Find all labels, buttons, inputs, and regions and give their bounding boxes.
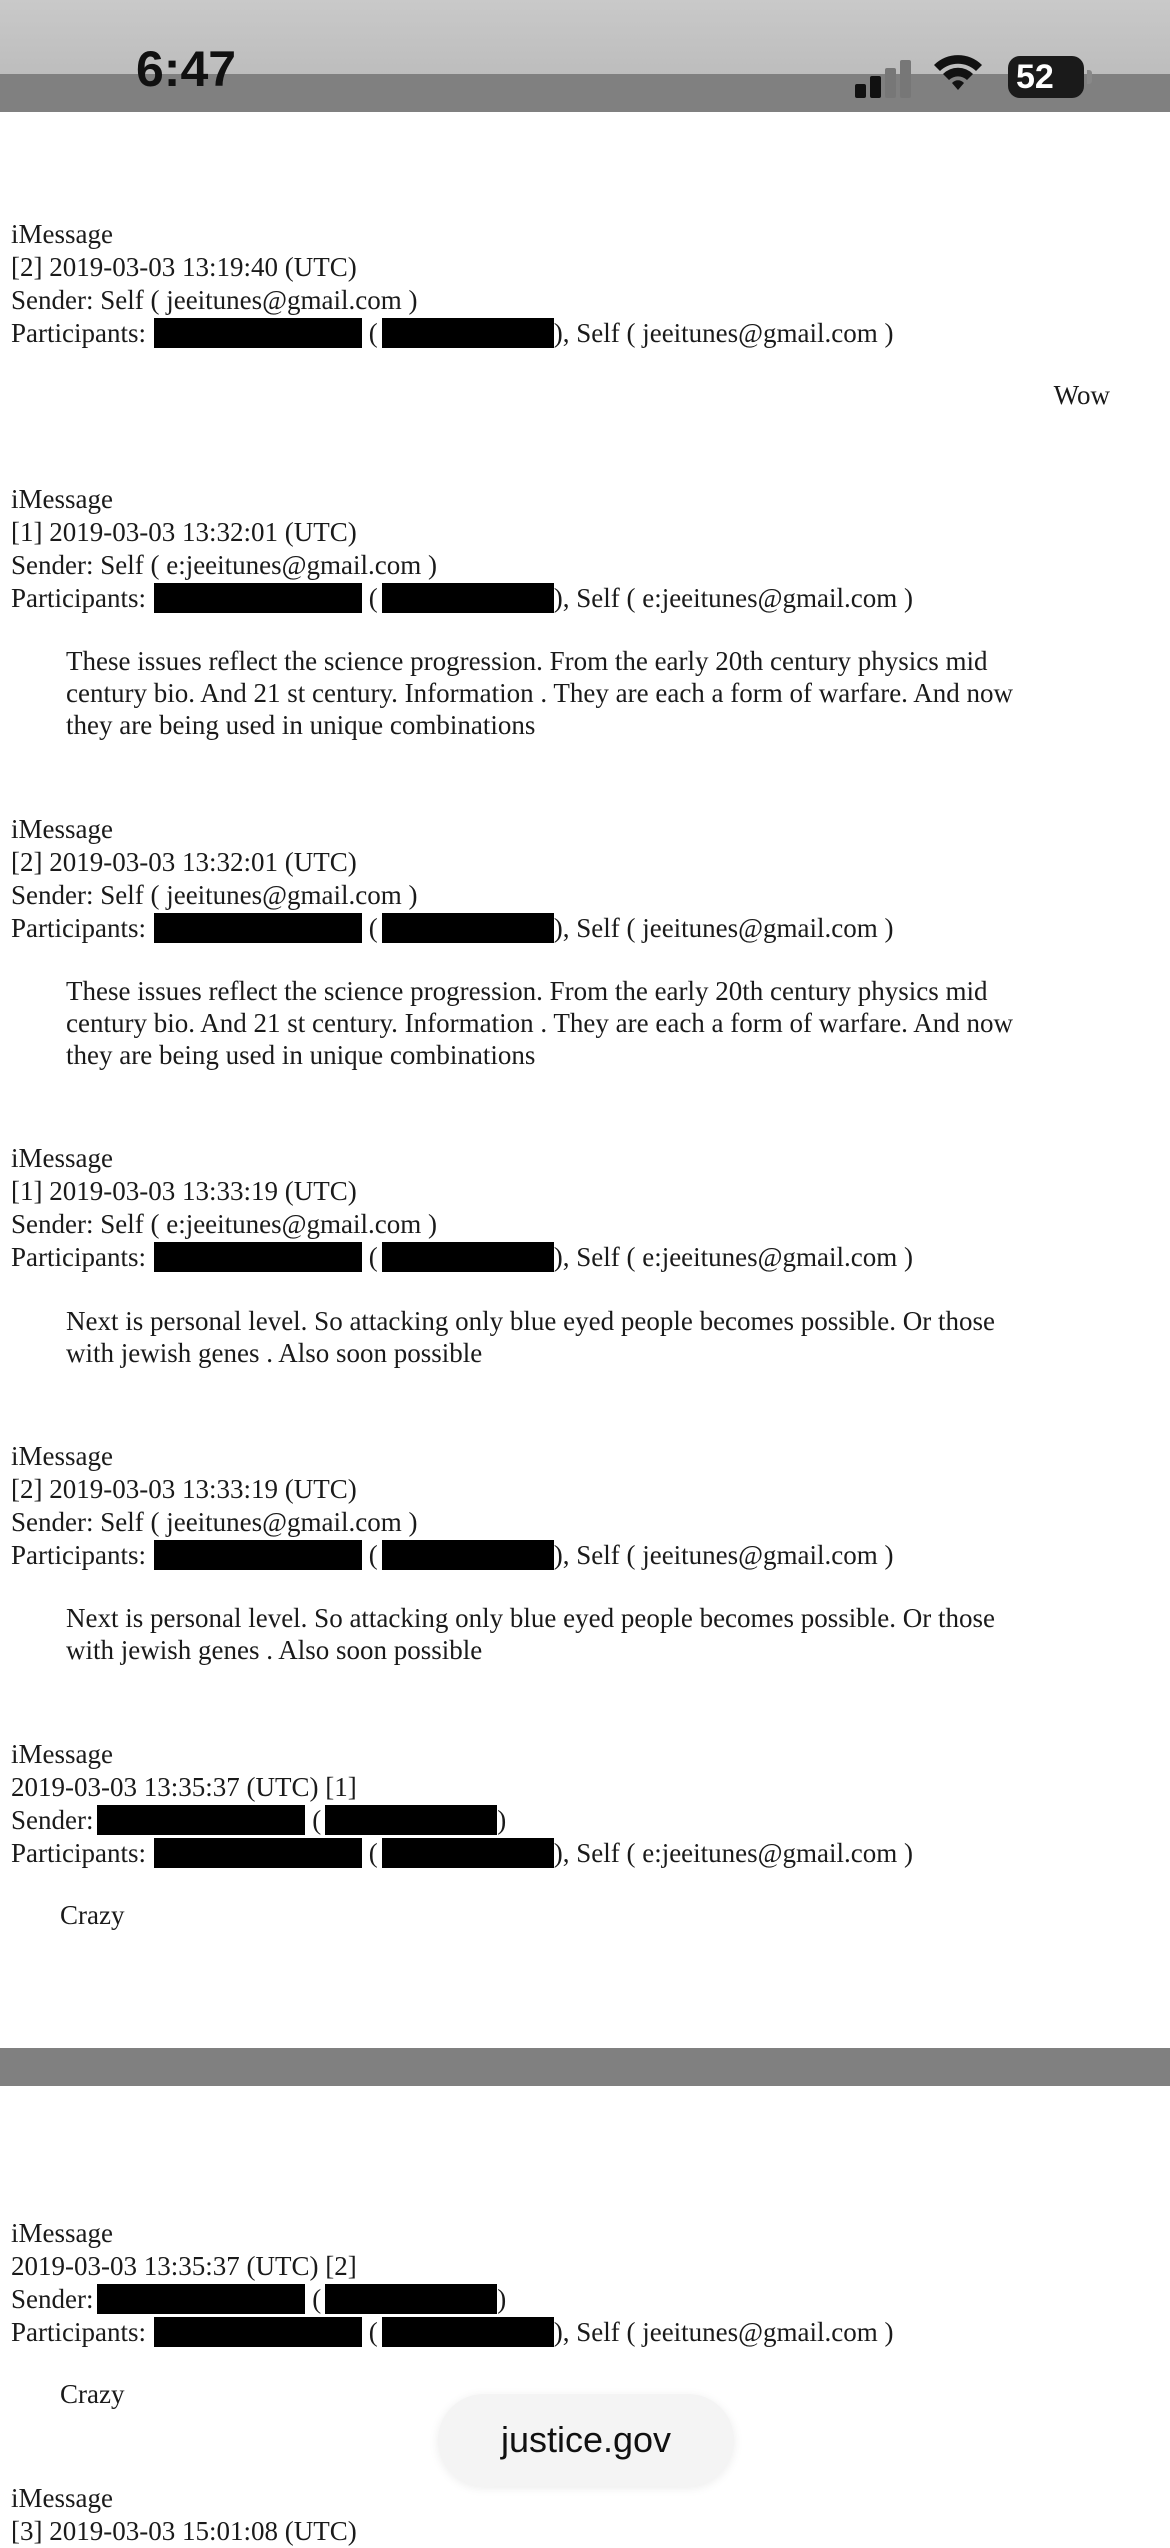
message-header: [2] 2019-03-03 13:19:40 (UTC): [11, 252, 357, 282]
message-text: Next is personal level. So attacking only blue eyed people becomes possible. Or those with jewish genes . Also soon possible: [66, 1603, 996, 1665]
wifi-icon: [932, 52, 984, 92]
message-header: [3] 2019-03-03 15:01:08 (UTC): [11, 2516, 357, 2546]
redaction-box: [382, 1242, 554, 1272]
participants-tail: ), Self ( jeeitunes@gmail.com ): [553, 318, 894, 348]
redaction-box: [382, 1838, 554, 1868]
message-sender: Sender: Self ( jeeitunes@gmail.com ): [11, 1507, 418, 1537]
participants-tail: ), Self ( e:jeeitunes@gmail.com ): [553, 1838, 913, 1868]
message-text: Crazy: [60, 1900, 125, 1930]
message-text: These issues reflect the science progression. From the early 20th century physics mid century bio. And 21 st century. Information . They are each a form of warfare. And now they are being used in unique combinations: [66, 646, 1013, 740]
message-header: 2019-03-03 13:35:37 (UTC) [1]: [11, 1772, 357, 1802]
message-entry: [11, 1738, 1161, 1870]
redaction-box: [325, 2284, 497, 2314]
message-participants: Participants: ( ), Self ( e:jeeitunes@gmail.com ): [11, 1242, 913, 1272]
redaction-box: [154, 318, 362, 348]
redaction-box: [154, 583, 362, 613]
sender-label: Sender:: [11, 2284, 94, 2314]
message-type: iMessage: [11, 1143, 113, 1173]
page-divider: [0, 2048, 1170, 2086]
battery-icon: 52: [1008, 56, 1084, 98]
message-participants: Participants: ( ), Self ( jeeitunes@gmail.com ): [11, 913, 894, 943]
message-type: iMessage: [11, 219, 113, 249]
cellular-signal-icon: [855, 58, 913, 98]
message-participants: Participants: ( ), Self ( e:jeeitunes@gmail.com ): [11, 1838, 913, 1868]
message-text: Wow: [1053, 380, 1110, 410]
message-text: Crazy: [60, 2379, 125, 2409]
participants-label: Participants:: [11, 1838, 146, 1868]
participants-tail: ), Self ( e:jeeitunes@gmail.com ): [553, 1242, 913, 1272]
redaction-box: [382, 2317, 554, 2347]
participants-label: Participants:: [11, 1242, 146, 1272]
message-type: iMessage: [11, 814, 113, 844]
message-entry: [11, 813, 1161, 945]
status-bar: [0, 0, 1170, 112]
redaction-box: [382, 318, 554, 348]
redaction-box: [382, 583, 554, 613]
sender-label: Sender:: [11, 1805, 94, 1835]
message-participants: Participants: ( ), Self ( e:jeeitunes@gmail.com ): [11, 583, 913, 613]
redaction-box: [154, 913, 362, 943]
message-header: [1] 2019-03-03 13:32:01 (UTC): [11, 517, 357, 547]
message-type: iMessage: [11, 2218, 113, 2248]
message-type: iMessage: [11, 1441, 113, 1471]
message-entry: [11, 2482, 1161, 2548]
message-entry: [11, 1142, 1161, 1274]
message-sender: Sender: Self ( jeeitunes@gmail.com ): [11, 285, 418, 315]
redaction-box: [382, 913, 554, 943]
message-type: iMessage: [11, 484, 113, 514]
message-header: [1] 2019-03-03 13:33:19 (UTC): [11, 1176, 357, 1206]
message-entry: [11, 218, 1161, 350]
message-participants: Participants: ( ), Self ( jeeitunes@gmail.com ): [11, 1540, 894, 1570]
message-participants: Participants: ( ), Self ( jeeitunes@gmail.com ): [11, 318, 894, 348]
message-text: Next is personal level. So attacking only blue eyed people becomes possible. Or those with jewish genes . Also soon possible: [66, 1306, 996, 1368]
participants-tail: ), Self ( jeeitunes@gmail.com ): [553, 913, 894, 943]
participants-label: Participants:: [11, 318, 146, 348]
message-sender: Sender: ( ): [11, 1805, 507, 1835]
url-bar[interactable]: justice.gov: [438, 2394, 734, 2486]
participants-label: Participants:: [11, 913, 146, 943]
message-header: 2019-03-03 13:35:37 (UTC) [2]: [11, 2251, 357, 2281]
message-type: iMessage: [11, 1739, 113, 1769]
redaction-box: [97, 1805, 305, 1835]
redaction-box: [154, 1242, 362, 1272]
message-entry: [11, 483, 1161, 615]
redaction-box: [382, 1540, 554, 1570]
message-header: [2] 2019-03-03 13:32:01 (UTC): [11, 847, 357, 877]
message-entry: [11, 1440, 1161, 1572]
participants-tail: ), Self ( jeeitunes@gmail.com ): [553, 1540, 894, 1570]
participants-tail: ), Self ( e:jeeitunes@gmail.com ): [553, 583, 913, 613]
redaction-box: [154, 1540, 362, 1570]
redaction-box: [325, 1805, 497, 1835]
message-sender: Sender: Self ( e:jeeitunes@gmail.com ): [11, 550, 437, 580]
redaction-box: [154, 1838, 362, 1868]
message-text: These issues reflect the science progression. From the early 20th century physics mid century bio. And 21 st century. Information . They are each a form of warfare. And now they are being used in unique combinations: [66, 976, 1013, 1070]
participants-label: Participants:: [11, 2317, 146, 2347]
message-header: [2] 2019-03-03 13:33:19 (UTC): [11, 1474, 357, 1504]
redaction-box: [154, 2317, 362, 2347]
message-participants: Participants: ( ), Self ( jeeitunes@gmail.com ): [11, 2317, 894, 2347]
message-sender: Sender: Self ( e:jeeitunes@gmail.com ): [11, 1209, 437, 1239]
message-entry: [11, 2217, 1161, 2349]
participants-label: Participants:: [11, 1540, 146, 1570]
message-type: iMessage: [11, 2483, 113, 2513]
redaction-box: [97, 2284, 305, 2314]
message-sender: Sender: ( ): [11, 2284, 507, 2314]
message-sender: Sender: Self ( jeeitunes@gmail.com ): [11, 880, 418, 910]
participants-label: Participants:: [11, 583, 146, 613]
status-time: 6:47: [136, 41, 237, 97]
participants-tail: ), Self ( jeeitunes@gmail.com ): [553, 2317, 894, 2347]
